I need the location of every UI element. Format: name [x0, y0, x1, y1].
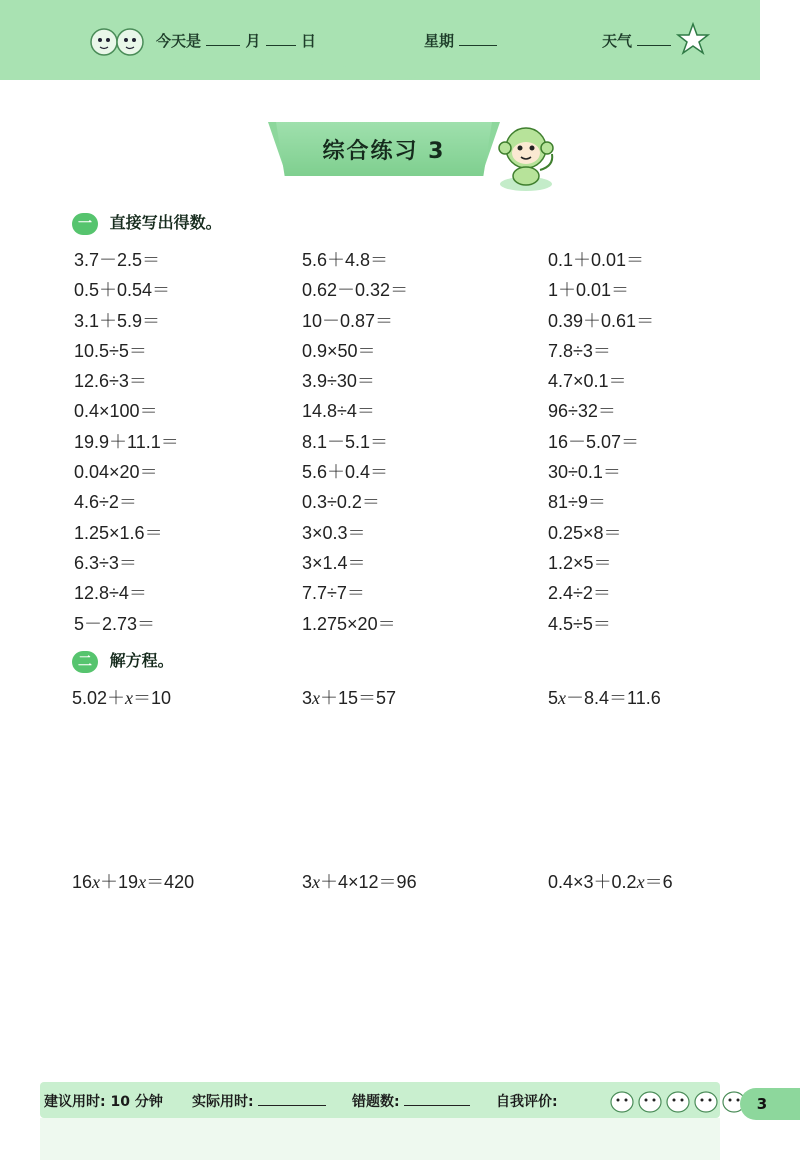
arith-item: 19.9＋11.1＝: [74, 431, 179, 452]
today-label: 今天是: [156, 32, 202, 50]
arith-item: 0.3÷0.2＝: [302, 492, 380, 513]
arith-item: 3.7－2.5＝: [74, 250, 161, 270]
day-blank[interactable]: [266, 31, 296, 46]
errors-label: 错题数:: [352, 1094, 400, 1110]
arith-item: 12.8÷4＝: [74, 583, 147, 604]
weather-line: [602, 30, 671, 51]
weekday-label: 星期: [424, 32, 455, 50]
footer-lower-band: [40, 1118, 720, 1160]
actual-time-field: [192, 1091, 326, 1111]
arith-item: 81÷9＝: [548, 492, 606, 513]
eq-part: 5.02＋: [72, 688, 126, 708]
arith-item: 4.7×0.1＝: [548, 371, 627, 392]
errors-field: [352, 1091, 470, 1111]
eq-part: 16: [72, 872, 93, 892]
date-line: [156, 30, 316, 51]
day-label: 日: [300, 32, 316, 50]
arith-item: 1.2×5＝: [548, 552, 612, 573]
suggested-time: 建议用时: 10 分钟: [44, 1094, 163, 1110]
arith-item: 7.7÷7＝: [302, 583, 365, 604]
arith-item: 3.9÷30＝: [302, 371, 375, 392]
eq-part: －8.4＝11.6: [566, 688, 661, 708]
eq-variable: x: [138, 872, 147, 892]
weekday-blank[interactable]: [459, 31, 497, 46]
eq-part: ＝420: [146, 872, 195, 892]
arith-item: 7.8÷3＝: [548, 340, 611, 361]
arith-item: 30÷0.1＝: [548, 462, 621, 483]
arith-item: 0.25×8＝: [548, 522, 622, 543]
equation-3: [548, 684, 661, 710]
arith-item: 0.5＋0.54＝: [74, 280, 171, 301]
arith-item: 2.4÷2＝: [548, 583, 611, 604]
header-band: [0, 0, 760, 80]
eq-variable: x: [92, 872, 101, 892]
arith-item: 1＋0.01＝: [548, 280, 630, 301]
eq-variable: x: [312, 688, 321, 708]
section-badge-2: 二: [72, 651, 98, 673]
page-title: 综合练习 3: [322, 139, 446, 164]
equation-4: [72, 868, 194, 894]
eq-part: ＝10: [133, 688, 172, 708]
arith-item: 5－2.73＝: [74, 613, 156, 634]
section-title-1: 直接写出得数。: [109, 213, 222, 232]
arith-item: 5.6＋0.4＝: [302, 462, 389, 483]
actual-time-label: 实际用时:: [192, 1094, 254, 1110]
section-equations: [72, 648, 174, 673]
section-direct-calc: [72, 210, 222, 235]
eq-part: ＋19: [100, 872, 139, 892]
arith-item: 3×0.3＝: [302, 522, 366, 543]
eq-variable: x: [558, 688, 567, 708]
arith-item: 0.62－0.32＝: [302, 280, 409, 301]
actual-time-blank[interactable]: [258, 1093, 326, 1106]
arith-item: 96÷32＝: [548, 401, 616, 422]
arith-item: 1.25×1.6＝: [74, 522, 163, 543]
monkey-mascot-icon: [488, 118, 564, 194]
header-wave: [0, 60, 760, 90]
arith-item: 3×1.4＝: [302, 552, 366, 573]
weekday-line: [424, 30, 497, 51]
arith-item: 0.04×20＝: [74, 462, 158, 483]
arith-item: 10－0.87＝: [302, 310, 394, 331]
eq-variable: x: [312, 872, 321, 892]
section-badge-1: 一: [72, 213, 98, 235]
arithmetic-column-1: [74, 246, 179, 640]
arith-item: 10.5÷5＝: [74, 340, 147, 361]
arith-item: 0.4×100＝: [74, 401, 158, 422]
weather-blank[interactable]: [637, 31, 671, 46]
eq-variable: x: [125, 688, 134, 708]
page-number: 3: [740, 1088, 784, 1120]
month-blank[interactable]: [206, 31, 240, 46]
arith-item: 8.1－5.1＝: [302, 431, 389, 452]
footer-bar: [40, 1082, 720, 1118]
eq-part: ＋15＝57: [320, 688, 397, 708]
arith-item: 14.8÷4＝: [302, 401, 375, 422]
eq-part: 3: [302, 688, 313, 708]
eq-part: 3: [302, 872, 313, 892]
arith-item: 0.9×50＝: [302, 340, 376, 361]
section-title-2: 解方程。: [109, 651, 174, 670]
equation-2: [302, 684, 396, 710]
errors-blank[interactable]: [404, 1093, 470, 1106]
eq-part: ＋4×12＝96: [320, 872, 417, 892]
star-icon: [676, 22, 710, 56]
eq-part: 5: [548, 688, 559, 708]
arith-item: 5.6＋4.8＝: [302, 250, 389, 270]
arith-item: 1.275×20＝: [302, 613, 396, 634]
arith-item: 4.5÷5＝: [548, 613, 611, 634]
arithmetic-column-2: [302, 246, 408, 640]
title-banner: [268, 122, 558, 192]
arith-item: 12.6÷3＝: [74, 371, 147, 392]
eq-part: 0.4×3＋0.2: [548, 872, 637, 892]
arith-item: 16－5.07＝: [548, 431, 640, 452]
eq-part: ＝6: [644, 872, 673, 892]
month-label: 月: [245, 32, 261, 50]
arith-item: 3.1＋5.9＝: [74, 310, 161, 331]
arith-item: 0.1＋0.01＝: [548, 250, 645, 270]
equation-5: [302, 868, 417, 894]
arith-item: 0.39＋0.61＝: [548, 310, 655, 331]
mascot-heads-icon: [88, 22, 148, 58]
self-eval-label: 自我评价:: [496, 1094, 558, 1110]
weather-label: 天气: [602, 32, 633, 50]
rating-faces-icon[interactable]: [608, 1088, 758, 1114]
eq-variable: x: [636, 872, 645, 892]
arith-item: 6.3÷3＝: [74, 552, 137, 573]
arith-item: 4.6÷2＝: [74, 492, 137, 513]
arithmetic-column-3: [548, 246, 654, 640]
equation-6: [548, 868, 673, 894]
equation-1: [72, 684, 171, 710]
